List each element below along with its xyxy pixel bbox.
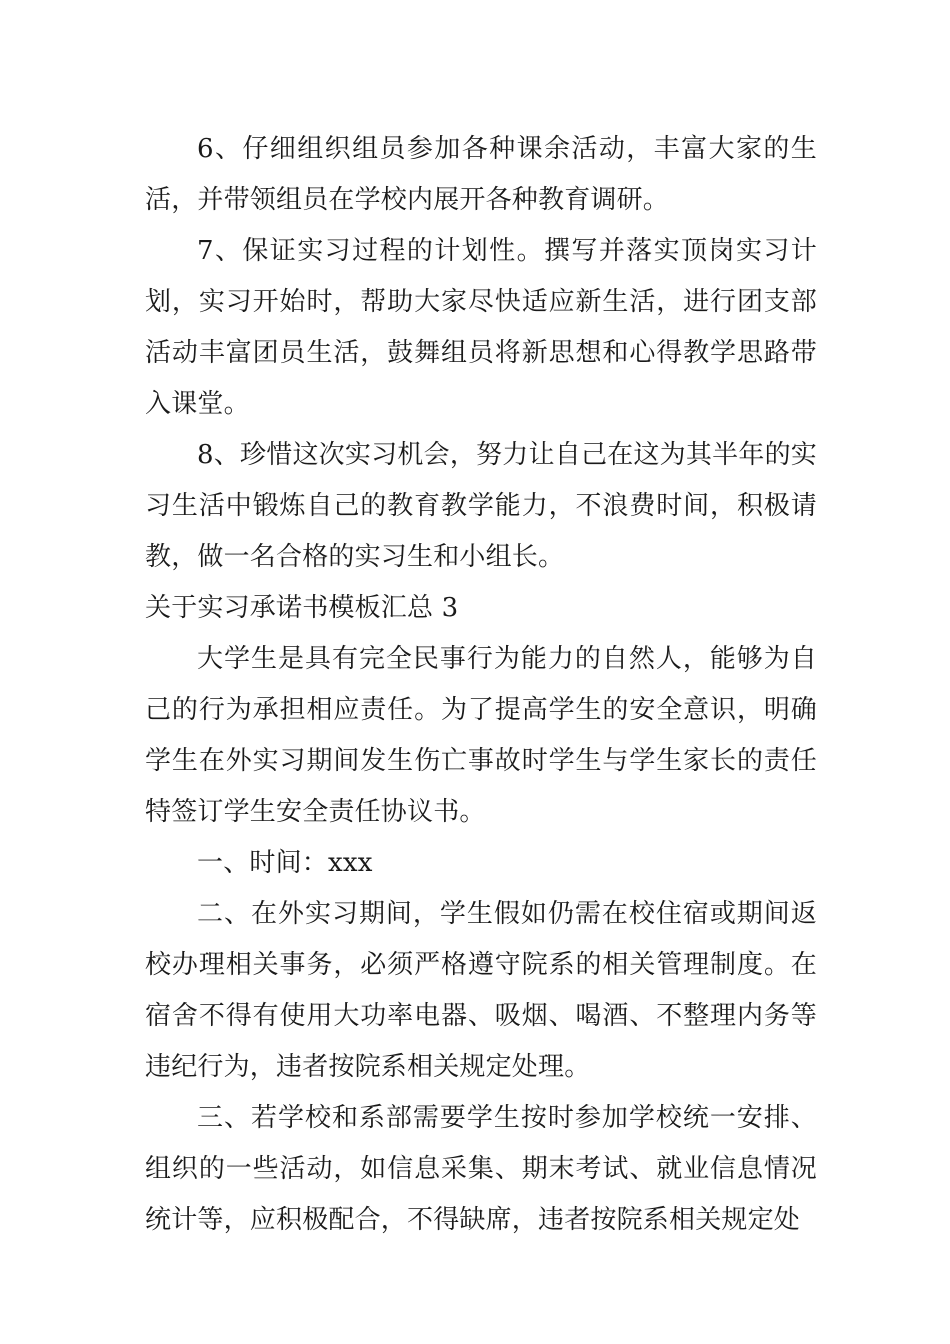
document-body xyxy=(145,124,817,1246)
paragraph-clause-1: 一、时间：xxx xyxy=(197,848,373,878)
paragraph-clause-3: 三、若学校和系部需要学生按时参加学校统一安排、组织的一些活动，如信息采集、期末考试、就业信息情况统计等，应积极配合，不得缺席，违者按院系相关规定处 xyxy=(145,1103,817,1235)
paragraph-item-7: 7、保证实习过程的计划性。撰写并落实顶岗实习计划，实习开始时，帮助大家尽快适应新生活，进行团支部活动丰富团员生活，鼓舞组员将新思想和心得教学思路带入课堂。 xyxy=(145,236,817,419)
section-heading: 关于实习承诺书模板汇总 3 xyxy=(145,593,459,623)
paragraph-item-8: 8、珍惜这次实习机会，努力让自己在这为其半年的实习生活中锻炼自己的教育教学能力，不浪费时间，积极请教，做一名合格的实习生和小组长。 xyxy=(145,440,817,572)
paragraph-item-6: 6、仔细组织组员参加各种课余活动，丰富大家的生活，并带领组员在学校内展开各种教育调研。 xyxy=(145,134,817,215)
paragraph-clause-2: 二、在外实习期间，学生假如仍需在校住宿或期间返校办理相关事务，必须严格遵守院系的相关管理制度。在宿舍不得有使用大功率电器、吸烟、喝酒、不整理内务等违纪行为，违者按院系相关规定处理。 xyxy=(145,899,817,1082)
paragraph-intro: 大学生是具有完全民事行为能力的自然人，能够为自己的行为承担相应责任。为了提高学生的安全意识，明确学生在外实习期间发生伤亡事故时学生与学生家长的责任特签订学生安全责任协议书。 xyxy=(145,644,817,827)
